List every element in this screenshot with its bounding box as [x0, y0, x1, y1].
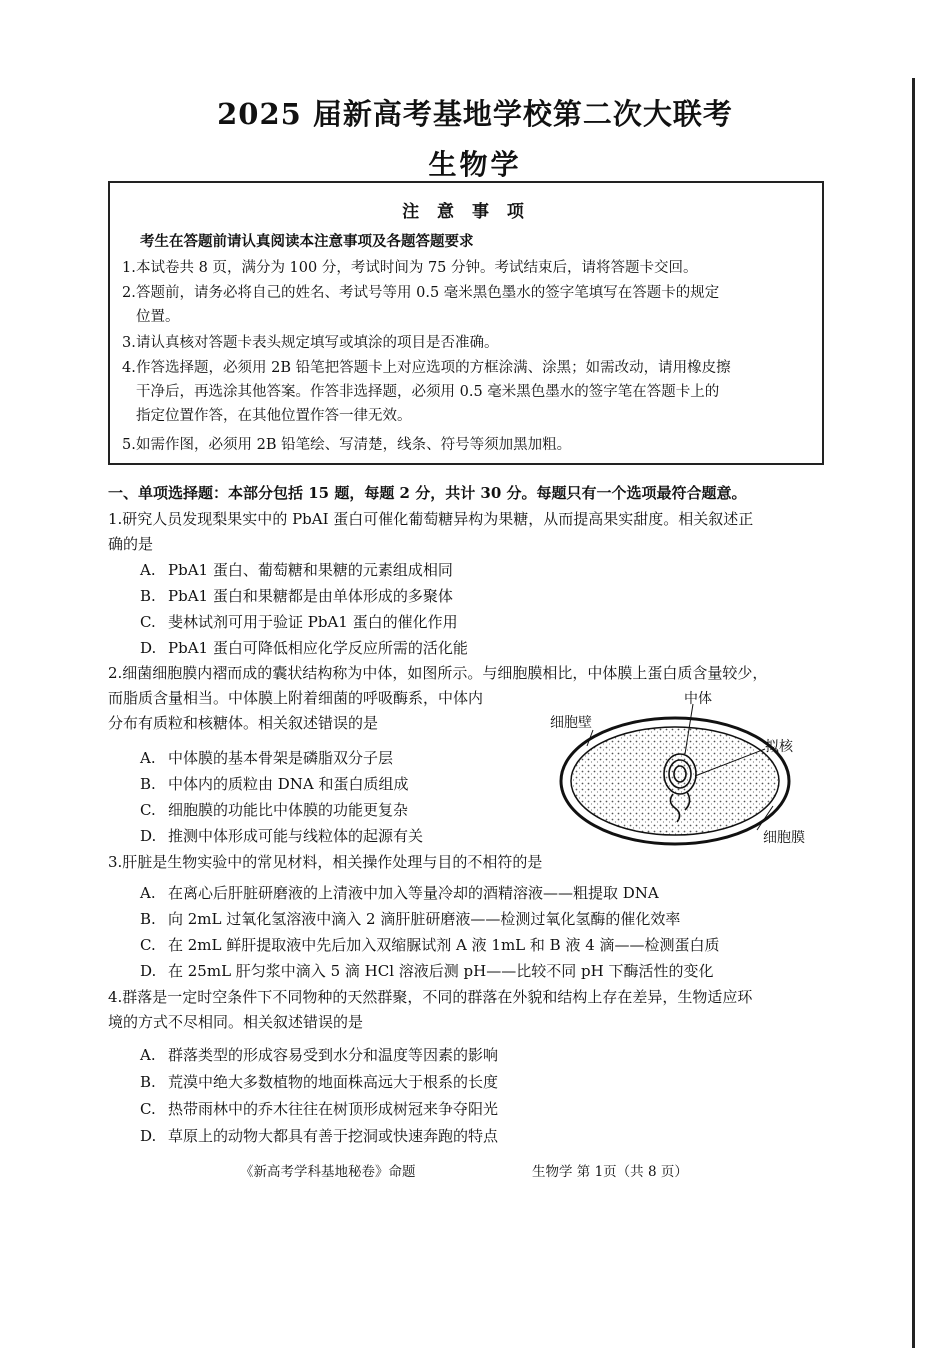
label-cell-wall: 细胞壁 — [550, 715, 592, 731]
notice-heading: 注 意 事 项 — [402, 202, 530, 222]
notice-item-1: 1.本试卷共 8 页，满分为 100 分，考试时间为 75 分钟。考试结束后，请将答题卡交回。 — [122, 260, 698, 276]
q1-option-d: D. PbA1 蛋白可降低相应化学反应所需的活化能 — [140, 639, 468, 657]
q2-option-c: C. 细胞膜的功能比中体膜的功能更复杂 — [140, 801, 409, 819]
section-heading: 一、单项选择题：本部分包括 15 题，每题 2 分，共计 30 分。每题只有一个选项最符合题意。 — [108, 484, 747, 502]
bacterium-diagram — [545, 686, 830, 856]
footer-page-number: 生物学 第 1页（共 8 页） — [532, 1164, 688, 1180]
q1-option-b: B. PbA1 蛋白和果糖都是由单体形成的多聚体 — [140, 587, 453, 605]
cell-membrane-outline — [571, 727, 779, 835]
q4-option-a: A. 群落类型的形成容易受到水分和温度等因素的影响 — [140, 1046, 499, 1064]
q1-option-a: A. PbA1 蛋白、葡萄糖和果糖的元素组成相同 — [140, 561, 453, 579]
subject-title: 生物学 — [428, 148, 522, 181]
question-2-stem: 2.细菌细胞膜内褶而成的囊状结构称为中体，如图所示。与细胞膜相比，中体膜上蛋白质含量较少， 而脂质含量相当。中体膜上附着细菌的呼吸酶系，中体内 分布有质粒和核糖体。相关叙述错误的是 — [108, 664, 768, 732]
q1-option-c: C. 斐林试剂可用于验证 PbA1 蛋白的催化作用 — [140, 613, 458, 631]
q2-option-d: D. 推测中体形成可能与线粒体的起源有关 — [140, 827, 424, 845]
question-1-stem: 1.研究人员发现梨果实中的 PbAI 蛋白可催化葡萄糖异构为果糖，从而提高果实甜度。相关叙述正 确的是 — [108, 510, 754, 553]
question-3-stem: 3.肝脏是生物实验中的常见材料，相关操作处理与目的不相符的是 — [108, 853, 543, 871]
notice-item-3: 3.请认真核对答题卡表头规定填写或填涂的项目是否准确。 — [122, 335, 499, 351]
notice-box — [108, 181, 824, 465]
q2-option-a: A. 中体膜的基本骨架是磷脂双分子层 — [140, 749, 394, 767]
q2-option-b: B. 中体内的质粒由 DNA 和蛋白质组成 — [140, 775, 409, 793]
notice-item-5: 5.如需作图，必须用 2B 铅笔绘、写清楚，线条、符号等须加黑加粗。 — [122, 437, 572, 453]
question-4-stem: 4.群落是一定时空条件下不同物种的天然群聚，不同的群落在外貌和结构上存在差异，生物适应环 境的方式不尽相同。相关叙述错误的是 — [108, 988, 753, 1031]
q4-option-d: D. 草原上的动物大都具有善于挖洞或快速奔跑的特点 — [140, 1127, 499, 1145]
notice-item-4: 4.作答选择题，必须用 2B 铅笔把答题卡上对应选项的方框涂满、涂黑；如需改动，请用橡皮擦 干净后，再选涂其他答案。作答非选择题，必须用 0.5 毫米黑色墨水的签字笔在答题卡上的 指定位置作答，在其他位置作答一律无效。 — [122, 360, 731, 424]
margin-rule — [912, 78, 915, 1348]
notice-item-2: 2.答题前，请务必将自己的姓名、考试号等用 0.5 毫米黑色墨水的签字笔填写在答题卡的规定 位置。 — [122, 285, 720, 325]
q3-option-a: A. 在离心后肝脏研磨液的上清液中加入等量冷却的酒精溶液——粗提取 DNA — [140, 884, 659, 902]
label-mesosome: 中体 — [684, 691, 712, 707]
label-nucleoid: 拟核 — [765, 739, 793, 755]
q3-option-c: C. 在 2mL 鲜肝提取液中先后加入双缩脲试剂 A 液 1mL 和 B 液 4 滴——检测蛋白质 — [140, 936, 720, 954]
exam-title: 2025 届新高考基地学校第二次大联考 — [217, 97, 733, 131]
q4-option-c: C. 热带雨林中的乔木往往在树顶形成树冠来争夺阳光 — [140, 1100, 499, 1118]
q3-option-b: B. 向 2mL 过氧化氢溶液中滴入 2 滴肝脏研磨液——检测过氧化氢酶的催化效率 — [140, 910, 681, 928]
footer-source: 《新高考学科基地秘卷》命题 — [240, 1164, 416, 1180]
q3-option-d: D. 在 25mL 肝匀浆中滴入 5 滴 HCl 溶液后测 pH——比较不同 pH 下酶活性的变化 — [140, 962, 714, 980]
label-cell-membrane: 细胞膜 — [763, 830, 805, 846]
q4-option-b: B. 荒漠中绝大多数植物的地面株高远大于根系的长度 — [140, 1073, 499, 1091]
notice-intro: 考生在答题前请认真阅读本注意事项及各题答题要求 — [140, 233, 474, 250]
